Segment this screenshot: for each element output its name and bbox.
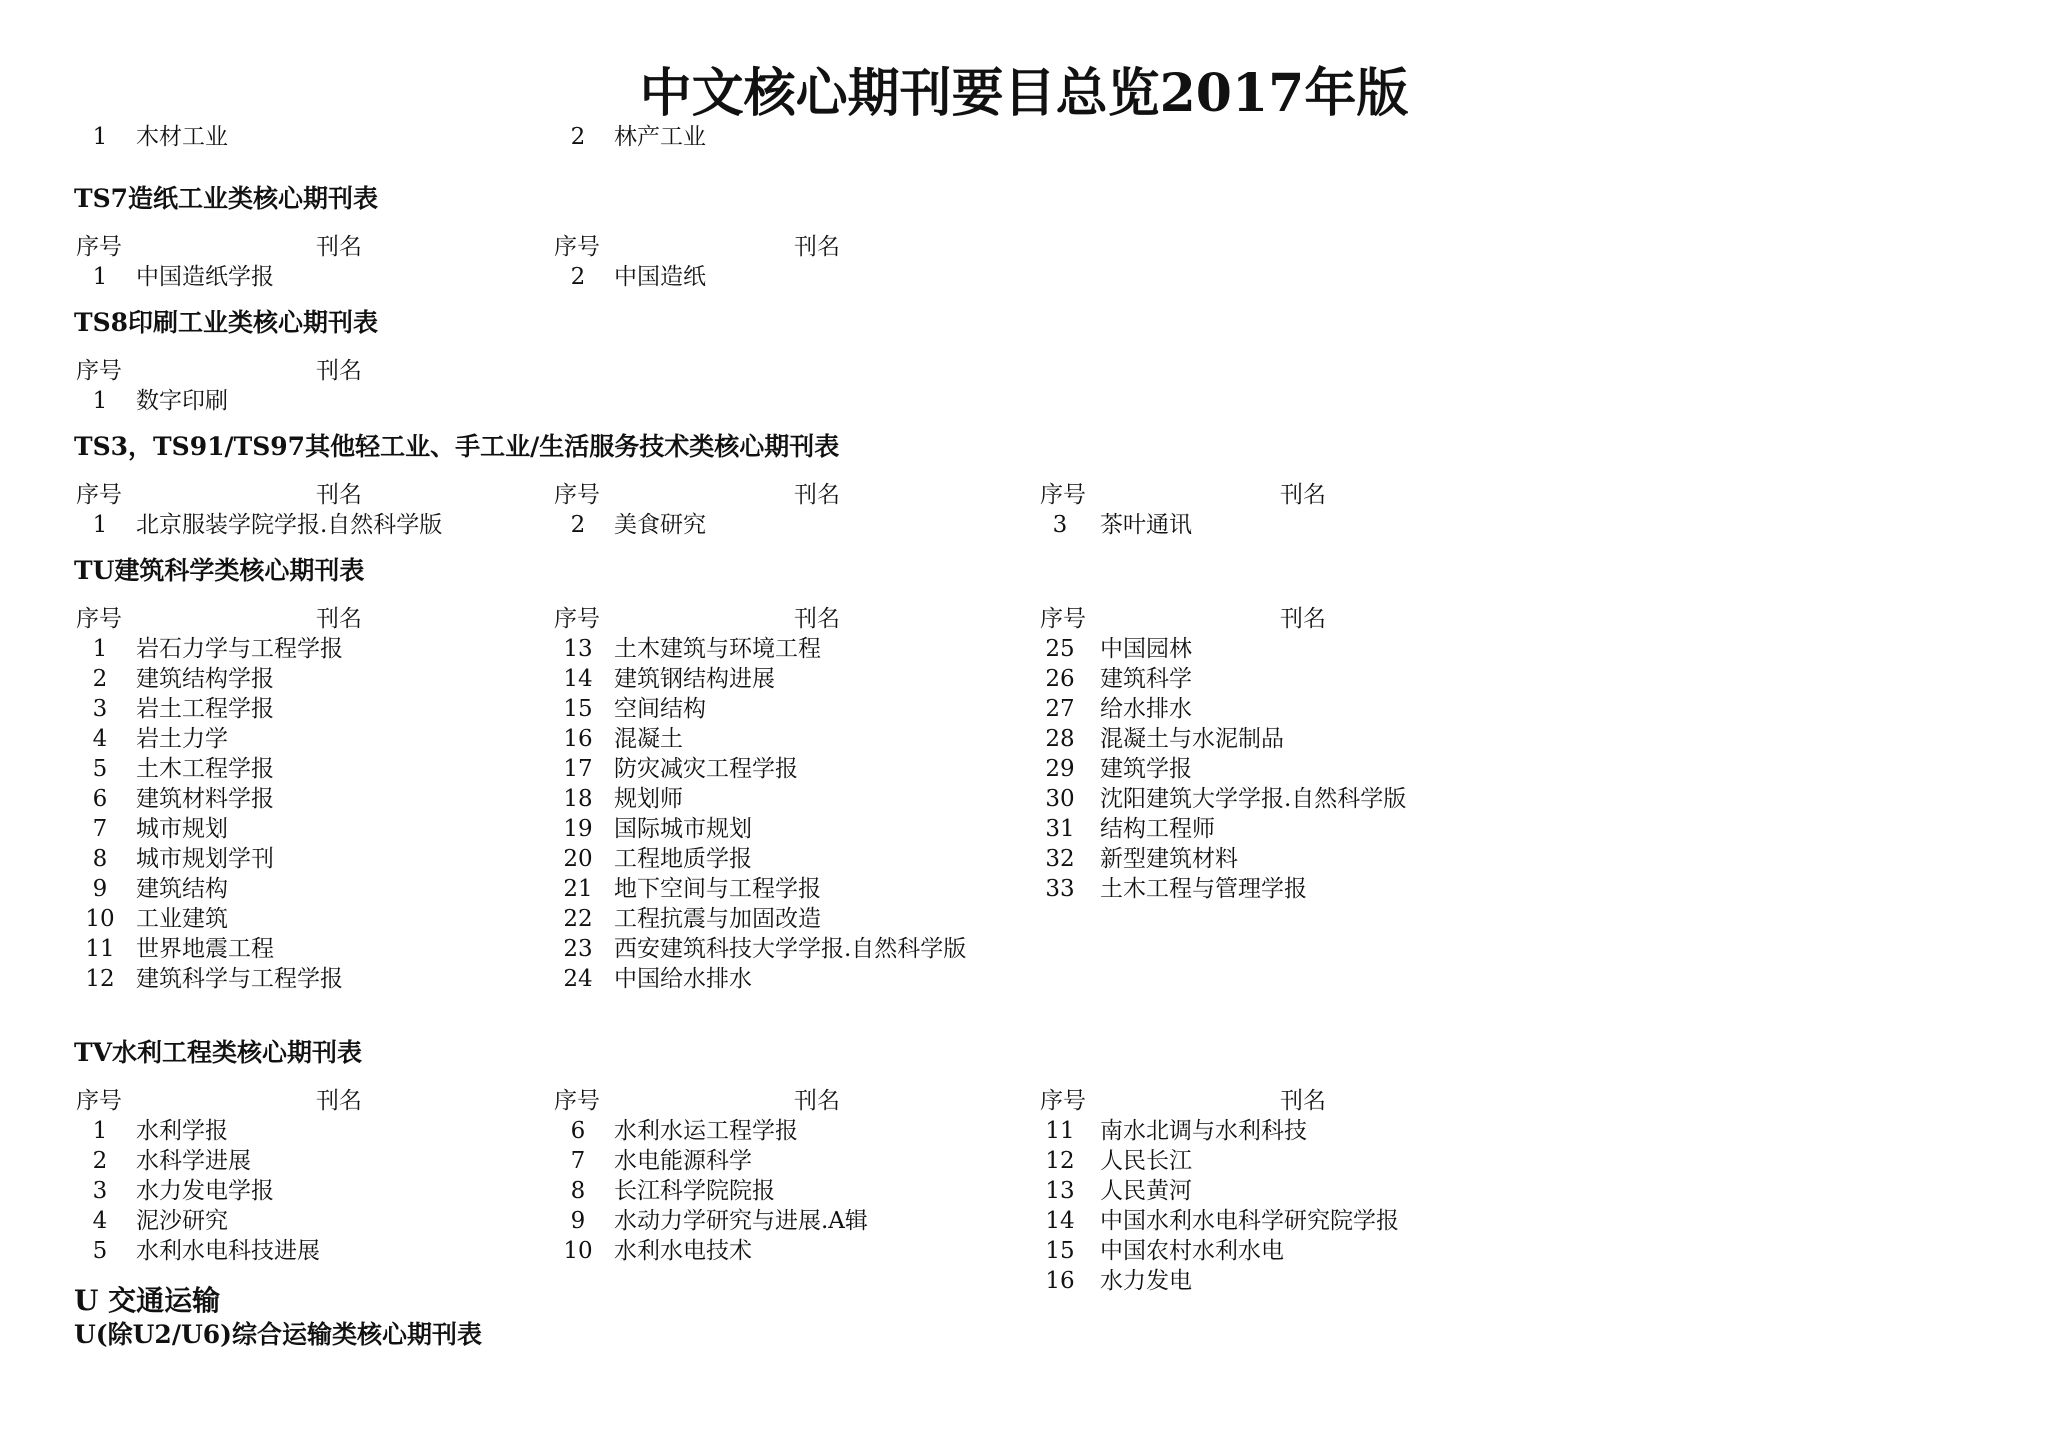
journal-name: 水利学报 bbox=[136, 1118, 228, 1144]
journal-name: 水动力学研究与进展.A辑 bbox=[614, 1208, 868, 1234]
journal-name: 岩土力学 bbox=[136, 726, 228, 752]
journal-name: 建筑科学 bbox=[1100, 666, 1192, 692]
journal-name: 中国造纸学报 bbox=[136, 264, 274, 290]
row-number: 25 bbox=[1045, 636, 1075, 662]
seq-header: 序号 bbox=[76, 482, 122, 508]
journal-name: 世界地震工程 bbox=[136, 936, 274, 962]
journal-name: 建筑结构 bbox=[136, 876, 228, 902]
journal-name: 新型建筑材料 bbox=[1100, 846, 1238, 872]
seq-header: 序号 bbox=[76, 358, 122, 384]
journal-name: 北京服装学院学报.自然科学版 bbox=[136, 512, 443, 538]
row-number: 24 bbox=[563, 966, 593, 992]
journal-name: 水利水电科技进展 bbox=[136, 1238, 320, 1264]
row-number: 2 bbox=[570, 264, 586, 290]
journal-name: 混凝土 bbox=[614, 726, 683, 752]
row-number: 19 bbox=[563, 816, 593, 842]
section-heading: TS7造纸工业类核心期刊表 bbox=[74, 184, 379, 213]
name-header: 刊名 bbox=[794, 1088, 840, 1114]
row-number: 10 bbox=[85, 906, 115, 932]
row-number: 13 bbox=[563, 636, 593, 662]
row-number: 11 bbox=[85, 936, 115, 962]
name-header: 刊名 bbox=[794, 482, 840, 508]
row-number: 29 bbox=[1045, 756, 1075, 782]
journal-name: 水力发电学报 bbox=[136, 1178, 274, 1204]
seq-header: 序号 bbox=[76, 234, 122, 260]
journal-name: 土木工程学报 bbox=[136, 756, 274, 782]
row-number: 10 bbox=[563, 1238, 593, 1264]
row-number: 7 bbox=[92, 816, 108, 842]
journal-name: 美食研究 bbox=[614, 512, 706, 538]
row-number: 2 bbox=[570, 124, 586, 150]
journal-name: 地下空间与工程学报 bbox=[614, 876, 821, 902]
journal-name: 岩土工程学报 bbox=[136, 696, 274, 722]
section-heading: TS8印刷工业类核心期刊表 bbox=[74, 308, 379, 337]
journal-name: 水力发电 bbox=[1100, 1268, 1192, 1294]
journal-name: 水科学进展 bbox=[136, 1148, 251, 1174]
row-number: 2 bbox=[570, 512, 586, 538]
row-number: 7 bbox=[570, 1148, 586, 1174]
row-number: 8 bbox=[92, 846, 108, 872]
seq-header: 序号 bbox=[554, 606, 600, 632]
row-number: 9 bbox=[92, 876, 108, 902]
row-number: 28 bbox=[1045, 726, 1075, 752]
journal-name: 土木工程与管理学报 bbox=[1100, 876, 1307, 902]
journal-name: 西安建筑科技大学学报.自然科学版 bbox=[614, 936, 967, 962]
journal-name: 木材工业 bbox=[136, 124, 228, 150]
row-number: 3 bbox=[1052, 512, 1068, 538]
row-number: 31 bbox=[1045, 816, 1075, 842]
seq-header: 序号 bbox=[76, 606, 122, 632]
seq-header: 序号 bbox=[554, 482, 600, 508]
seq-header: 序号 bbox=[76, 1088, 122, 1114]
journal-name: 水利水运工程学报 bbox=[614, 1118, 798, 1144]
journal-name: 中国园林 bbox=[1100, 636, 1192, 662]
seq-header: 序号 bbox=[1040, 1088, 1086, 1114]
journal-name: 岩石力学与工程学报 bbox=[136, 636, 343, 662]
row-number: 2 bbox=[92, 1148, 108, 1174]
row-number: 1 bbox=[92, 388, 108, 414]
row-number: 20 bbox=[563, 846, 593, 872]
journal-name: 结构工程师 bbox=[1100, 816, 1215, 842]
journal-name: 人民黄河 bbox=[1100, 1178, 1192, 1204]
row-number: 27 bbox=[1045, 696, 1075, 722]
section-heading: TS3，TS91/TS97其他轻工业、手工业/生活服务技术类核心期刊表 bbox=[74, 432, 840, 461]
row-number: 22 bbox=[563, 906, 593, 932]
journal-name: 林产工业 bbox=[614, 124, 706, 150]
row-number: 8 bbox=[570, 1178, 586, 1204]
row-number: 33 bbox=[1045, 876, 1075, 902]
row-number: 18 bbox=[563, 786, 593, 812]
journal-name: 城市规划 bbox=[136, 816, 228, 842]
journal-name: 建筑学报 bbox=[1100, 756, 1192, 782]
name-header: 刊名 bbox=[1280, 606, 1326, 632]
journal-name: 国际城市规划 bbox=[614, 816, 752, 842]
name-header: 刊名 bbox=[316, 1088, 362, 1114]
row-number: 3 bbox=[92, 1178, 108, 1204]
seq-header: 序号 bbox=[554, 234, 600, 260]
row-number: 15 bbox=[563, 696, 593, 722]
name-header: 刊名 bbox=[1280, 1088, 1326, 1114]
journal-name: 建筑结构学报 bbox=[136, 666, 274, 692]
seq-header: 序号 bbox=[554, 1088, 600, 1114]
name-header: 刊名 bbox=[316, 234, 362, 260]
journal-name: 建筑钢结构进展 bbox=[614, 666, 775, 692]
row-number: 3 bbox=[92, 696, 108, 722]
journal-name: 长江科学院院报 bbox=[614, 1178, 775, 1204]
journal-name: 城市规划学刊 bbox=[136, 846, 274, 872]
row-number: 5 bbox=[92, 756, 108, 782]
row-number: 12 bbox=[1045, 1148, 1075, 1174]
row-number: 11 bbox=[1045, 1118, 1075, 1144]
section-heading: TV水利工程类核心期刊表 bbox=[74, 1038, 363, 1067]
seq-header: 序号 bbox=[1040, 482, 1086, 508]
name-header: 刊名 bbox=[1280, 482, 1326, 508]
journal-name: 数字印刷 bbox=[136, 388, 228, 414]
journal-name: 水利水电技术 bbox=[614, 1238, 752, 1264]
name-header: 刊名 bbox=[794, 234, 840, 260]
row-number: 13 bbox=[1045, 1178, 1075, 1204]
row-number: 1 bbox=[92, 512, 108, 538]
journal-name: 工程抗震与加固改造 bbox=[614, 906, 821, 932]
journal-name: 人民长江 bbox=[1100, 1148, 1192, 1174]
row-number: 16 bbox=[1045, 1268, 1075, 1294]
row-number: 9 bbox=[570, 1208, 586, 1234]
journal-name: 中国农村水利水电 bbox=[1100, 1238, 1284, 1264]
row-number: 6 bbox=[92, 786, 108, 812]
row-number: 1 bbox=[92, 1118, 108, 1144]
row-number: 30 bbox=[1045, 786, 1075, 812]
journal-name: 沈阳建筑大学学报.自然科学版 bbox=[1100, 786, 1407, 812]
journal-name: 水电能源科学 bbox=[614, 1148, 752, 1174]
journal-name: 规划师 bbox=[614, 786, 683, 812]
row-number: 1 bbox=[92, 636, 108, 662]
journal-name: 工业建筑 bbox=[136, 906, 228, 932]
journal-name: 建筑科学与工程学报 bbox=[136, 966, 343, 992]
row-number: 1 bbox=[92, 264, 108, 290]
row-number: 12 bbox=[85, 966, 115, 992]
journal-name: 中国水利水电科学研究院学报 bbox=[1100, 1208, 1399, 1234]
name-header: 刊名 bbox=[794, 606, 840, 632]
journal-name: 土木建筑与环境工程 bbox=[614, 636, 821, 662]
row-number: 6 bbox=[570, 1118, 586, 1144]
row-number: 32 bbox=[1045, 846, 1075, 872]
row-number: 23 bbox=[563, 936, 593, 962]
seq-header: 序号 bbox=[1040, 606, 1086, 632]
section-heading: TU建筑科学类核心期刊表 bbox=[74, 556, 365, 585]
journal-name: 中国给水排水 bbox=[614, 966, 752, 992]
u-heading: U 交通运输 bbox=[74, 1284, 221, 1317]
row-number: 21 bbox=[563, 876, 593, 902]
row-number: 4 bbox=[92, 1208, 108, 1234]
row-number: 17 bbox=[563, 756, 593, 782]
journal-name: 给水排水 bbox=[1100, 696, 1192, 722]
row-number: 14 bbox=[1045, 1208, 1075, 1234]
journal-name: 建筑材料学报 bbox=[136, 786, 274, 812]
name-header: 刊名 bbox=[316, 482, 362, 508]
name-header: 刊名 bbox=[316, 358, 362, 384]
row-number: 2 bbox=[92, 666, 108, 692]
row-number: 5 bbox=[92, 1238, 108, 1264]
journal-name: 防灾减灾工程学报 bbox=[614, 756, 798, 782]
row-number: 4 bbox=[92, 726, 108, 752]
journal-name: 中国造纸 bbox=[614, 264, 706, 290]
row-number: 1 bbox=[92, 124, 108, 150]
journal-name: 茶叶通讯 bbox=[1100, 512, 1192, 538]
name-header: 刊名 bbox=[316, 606, 362, 632]
row-number: 26 bbox=[1045, 666, 1075, 692]
row-number: 14 bbox=[563, 666, 593, 692]
u-subheading: U(除U2/U6)综合运输类核心期刊表 bbox=[74, 1320, 482, 1349]
page-title: 中文核心期刊要目总览2017年版 bbox=[639, 63, 1409, 124]
row-number: 16 bbox=[563, 726, 593, 752]
journal-name: 泥沙研究 bbox=[136, 1208, 228, 1234]
journal-name: 工程地质学报 bbox=[614, 846, 752, 872]
journal-name: 混凝土与水泥制品 bbox=[1100, 726, 1284, 752]
row-number: 15 bbox=[1045, 1238, 1075, 1264]
journal-name: 空间结构 bbox=[614, 696, 706, 722]
journal-name: 南水北调与水利科技 bbox=[1100, 1118, 1307, 1144]
